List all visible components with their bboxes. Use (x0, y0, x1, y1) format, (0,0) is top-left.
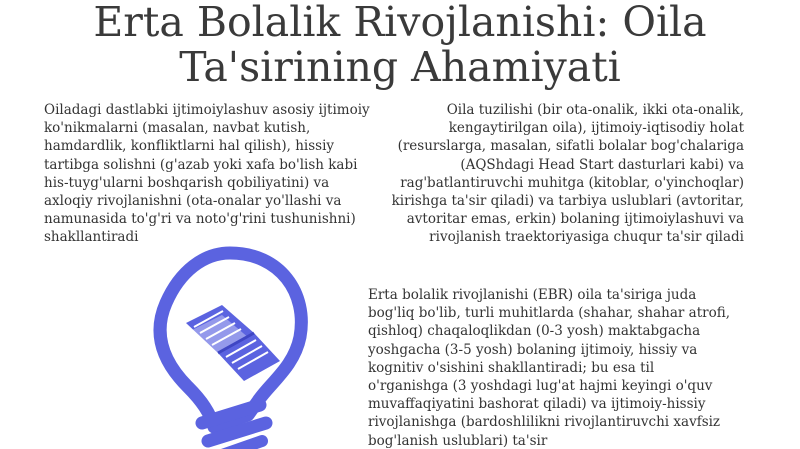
lightbulb-book-icon (130, 245, 330, 449)
paragraph-socialization: Oiladagi dastlabki ijtimoiylashuv asosiy ijtimoiy ko'nikmalarni (masalan, navbat kutish, hamdardlik, konfliktlarni hal qilish), hissiy tartibga solishni (g'azab yoki xafa bo'lish kabi his-tuyg'ularni boshqarish qobiliyatini) va axloqiy rivojlanishni (ota-onalar yo'llashi va namunasida to'g'ri va noto'g'rini tushunishni) shakllantiradi (44, 102, 370, 246)
paragraph-early-development: Erta bolalik rivojlanishi (EBR) oila ta'siriga juda bog'liq bo'lib, turli muhitlarda (shahar, shahar atrofi, qishloq) chaqaloqlikdan (0-3 yosh) maktabgacha yoshgacha (3-5 yosh) bolaning ijtimoiy, hissiy va kognitiv o'sishini shakllantiradi; bu esa til o'rganishga (3 yoshdagi lug'at hajmi keyingi o'quv muvaffaqiyatini bashorat qiladi) va ijtimoiy-hissiy rivojlanishga (bardoshlilikni rivojlantiruvchi xavfsiz bog'lanish uslublari) ta'sir (368, 287, 731, 449)
paragraph-family-structure: Oila tuzilishi (bir ota-onalik, ikki ota-onalik, kengaytirilgan oila), ijtimoiy-iqtisodiy holat (resurslarga, masalan, sifatli bolalar bog'chalariga (AQShdagi Head Start dasturlari kabi) va rag'batlantiruvchi muhitga (kitoblar, o'yinchoqlar) kirishga ta'sir qiladi) va tarbiya uslublari (avtoritar, avtoritar emas, erkin) bolaning ijtimoiylashuvi va rivojlanish traektoriyasiga chuqur ta'sir qiladi (391, 102, 744, 246)
slide-title: Erta Bolalik Rivojlanishi: Oila Ta'sirining Ahamiyati (93, 0, 707, 91)
